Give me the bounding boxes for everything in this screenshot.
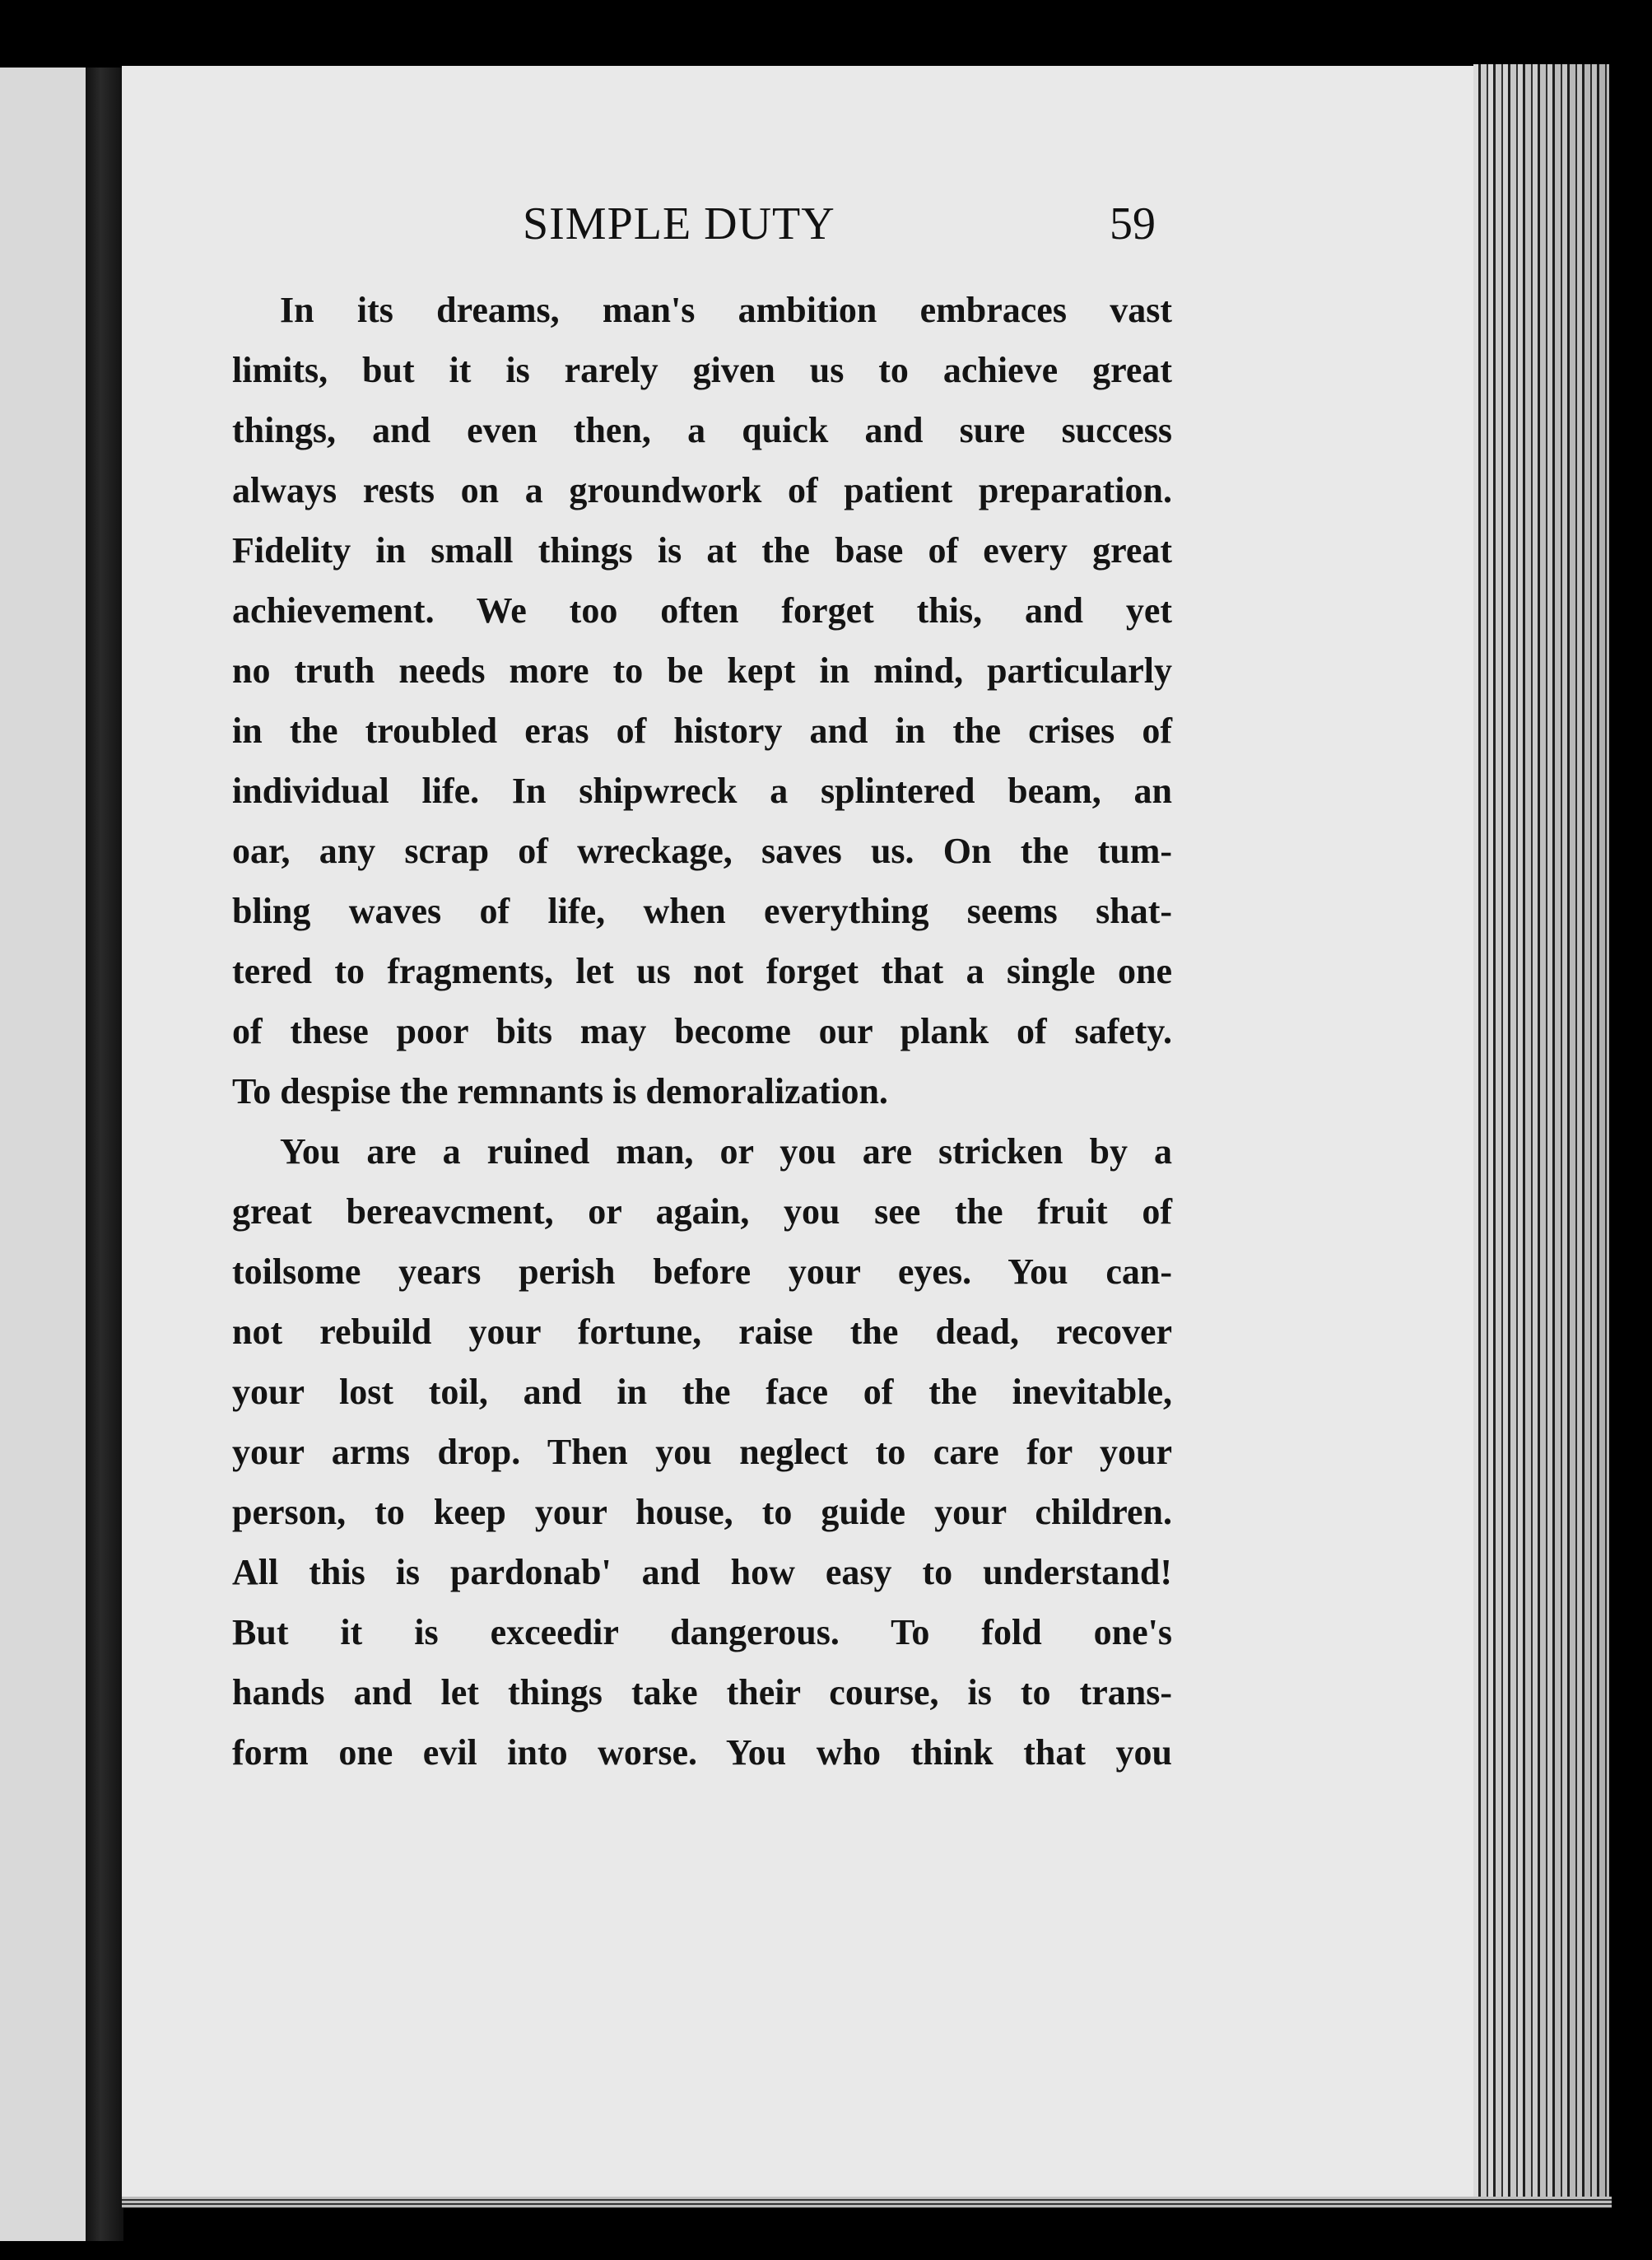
text-line: In its dreams, man's ambition embraces vast: [280, 290, 1172, 330]
text-line: form one evil into worse. You who think that you: [232, 1732, 1172, 1773]
text-line: individual life. In shipwreck a splintered beam, an: [232, 771, 1172, 811]
text-line: things, and even then, a quick and sure success: [232, 410, 1172, 450]
text-line: no truth needs more to be kept in mind, particularly: [232, 650, 1172, 691]
text-line: of these poor bits may become our plank of safety.: [232, 1011, 1172, 1051]
facing-page-edge: [0, 68, 89, 2241]
running-title: SIMPLE DUTY: [523, 198, 835, 249]
text-line: your arms drop. Then you neglect to care for your: [232, 1432, 1172, 1472]
text-line: your lost toil, and in the face of the inevitable,: [232, 1372, 1172, 1412]
bottom-page-edge: [122, 2197, 1612, 2208]
page-number: 59: [1110, 198, 1156, 249]
text-line: achievement. We too often forget this, and yet: [232, 590, 1172, 631]
text-line: To despise the remnants is demoralization.: [232, 1071, 888, 1111]
text-line: great bereavcment, or again, you see the fruit of: [232, 1191, 1172, 1232]
text-line: limits, but it is rarely given us to achieve great: [232, 350, 1172, 390]
text-line: You are a ruined man, or you are stricken by a: [280, 1131, 1172, 1172]
text-line: bling waves of life, when everything seems shat-: [232, 891, 1172, 931]
text-line: All this is pardonab' and how easy to understand!: [232, 1552, 1172, 1592]
body-text: [232, 280, 1172, 1782]
text-line: tered to fragments, let us not forget that a single one: [232, 951, 1172, 991]
text-line: Fidelity in small things is at the base of every great: [232, 530, 1172, 571]
text-line: toilsome years perish before your eyes. You can-: [232, 1251, 1172, 1292]
text-line: oar, any scrap of wreckage, saves us. On the tum-: [232, 831, 1172, 871]
book-gutter: [86, 68, 123, 2241]
page-edge-shadow: [1473, 64, 1609, 2205]
text-line: But it is exceedir dangerous. To fold one's: [232, 1612, 1172, 1652]
text-line: person, to keep your house, to guide your children.: [232, 1492, 1172, 1532]
text-line: always rests on a groundwork of patient preparation.: [232, 470, 1172, 510]
text-line: not rebuild your fortune, raise the dead, recover: [232, 1312, 1172, 1352]
text-line: in the troubled eras of history and in the crises of: [232, 711, 1172, 751]
text-line: hands and let things take their course, is to trans-: [232, 1672, 1172, 1712]
